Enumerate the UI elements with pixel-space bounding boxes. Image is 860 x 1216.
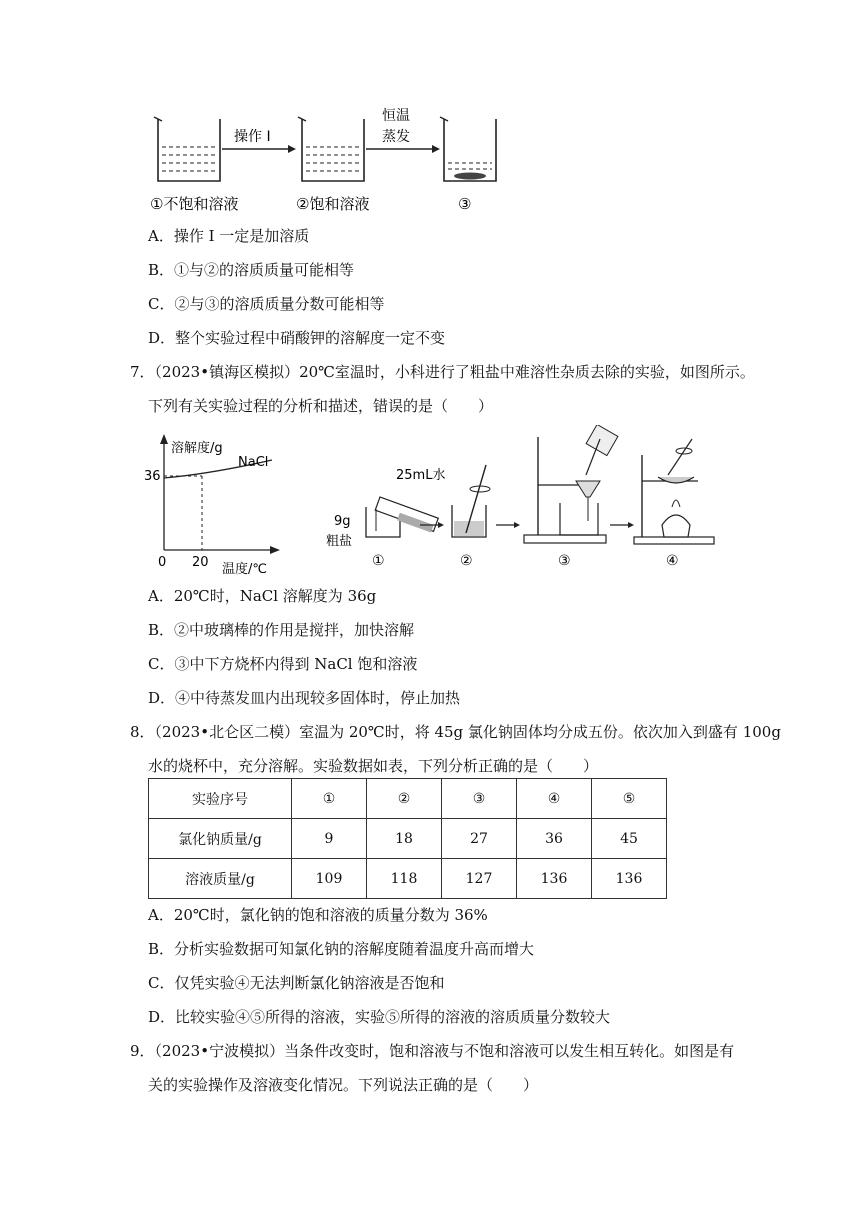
salt-label-line1: 9g — [334, 514, 351, 529]
beaker-3 — [440, 117, 496, 181]
water-label: 25mL水 — [396, 468, 446, 483]
table-cell: 18 — [367, 819, 442, 859]
step3-label: ③ — [558, 553, 571, 569]
beaker2-caption: ②饱和溶液 — [296, 195, 370, 213]
beaker3-caption: ③ — [458, 195, 472, 213]
table-cell: ③ — [442, 779, 517, 819]
q7-option-b: B．②中玻璃棒的作用是搅拌，加快溶解 — [148, 621, 415, 639]
beaker-1 — [154, 117, 220, 181]
q8-stem-line1: 8．（2023•北仑区二模）室温为 20℃时，将 45g 氯化钠固体均分成五份。依次加入到盛有 100g — [130, 723, 781, 741]
q7-stem-line1: 7．（2023•镇海区模拟）20℃室温时，小科进行了粗盐中难溶性杂质去除的实验，如图所示。 — [130, 363, 755, 381]
salt-label-line2: 粗盐 — [326, 534, 353, 549]
q7-option-c: C．③中下方烧杯内得到 NaCl 饱和溶液 — [148, 655, 418, 673]
table-cell: 109 — [292, 859, 367, 899]
q6-option-d: D．整个实验过程中硝酸钾的溶解度一定不变 — [148, 329, 446, 347]
table-cell: 氯化钠质量/g — [149, 819, 292, 859]
q8-option-d: D．比较实验④⑤所得的溶液，实验⑤所得的溶液的溶质质量分数较大 — [148, 1008, 611, 1026]
q9-stem-line1: 9．（2023•宁波模拟）当条件改变时，饱和溶液与不饱和溶液可以发生相互转化。如图是有 — [130, 1042, 735, 1060]
step1-label: ① — [372, 553, 385, 569]
step4-apparatus — [634, 439, 714, 544]
beaker-2 — [298, 117, 364, 181]
table-cell: 136 — [592, 859, 667, 899]
q7-option-a: A．20℃时，NaCl 溶解度为 36g — [148, 587, 377, 605]
q7-option-d: D．④中待蒸发皿内出现较多固体时，停止加热 — [148, 689, 461, 707]
op2-label-line1: 恒温 — [382, 108, 410, 124]
table-cell: ⑤ — [592, 779, 667, 819]
table-cell: 127 — [442, 859, 517, 899]
graph-x-tick: 20 — [192, 555, 209, 570]
graph-y-tick: 36 — [144, 469, 161, 484]
q8-option-b: B．分析实验数据可知氯化钠的溶解度随着温度升高而增大 — [148, 940, 535, 958]
step2-label: ② — [460, 553, 473, 569]
table-cell: ② — [367, 779, 442, 819]
q8-option-c: C．仅凭实验④无法判断氯化钠溶液是否饱和 — [148, 974, 445, 992]
table-cell: 118 — [367, 859, 442, 899]
table-cell: 9 — [292, 819, 367, 859]
graph-xlabel: 温度/℃ — [222, 562, 267, 575]
q8-stem-line2: 水的烧杯中，充分溶解。实验数据如表，下列分析正确的是（ ） — [148, 757, 599, 775]
table-cell: ④ — [517, 779, 592, 819]
beaker1-caption: ①不饱和溶液 — [150, 195, 239, 213]
table-row — [149, 819, 667, 859]
q6-option-a: A．操作 I 一定是加溶质 — [148, 227, 310, 245]
op1-label: 操作 I — [234, 129, 271, 145]
graph-origin: 0 — [158, 555, 167, 570]
table-cell: ① — [292, 779, 367, 819]
step3-apparatus — [524, 425, 618, 543]
graph-ylabel: 溶解度/g — [171, 441, 223, 456]
q6-option-c: C．②与③的溶质质量分数可能相等 — [148, 295, 385, 313]
op2-label-line2: 蒸发 — [382, 129, 410, 145]
step1-apparatus — [366, 497, 438, 537]
q6-beaker-diagram — [150, 105, 500, 220]
q8-option-a: A．20℃时，氯化钠的饱和溶液的质量分数为 36% — [148, 906, 488, 924]
step2-apparatus — [452, 465, 490, 537]
table-cell: 溶液质量/g — [149, 859, 292, 899]
table-cell: 36 — [517, 819, 592, 859]
table-cell: 45 — [592, 819, 667, 859]
graph-series-name: NaCl — [238, 455, 269, 470]
q7-solubility-graph — [140, 430, 290, 575]
table-cell: 136 — [517, 859, 592, 899]
table-cell: 实验序号 — [149, 779, 292, 819]
step4-label: ④ — [666, 553, 679, 569]
table-cell: 27 — [442, 819, 517, 859]
q7-stem-line2: 下列有关实验过程的分析和描述，错误的是（ ） — [148, 397, 494, 415]
q8-data-table — [148, 778, 667, 899]
q7-apparatus-diagram — [320, 425, 720, 575]
q6-option-b: B．①与②的溶质质量可能相等 — [148, 261, 355, 279]
table-header-row — [149, 779, 667, 819]
table-row — [149, 859, 667, 899]
q9-stem-line2: 关的实验操作及溶液变化情况。下列说法正确的是（ ） — [148, 1076, 539, 1094]
